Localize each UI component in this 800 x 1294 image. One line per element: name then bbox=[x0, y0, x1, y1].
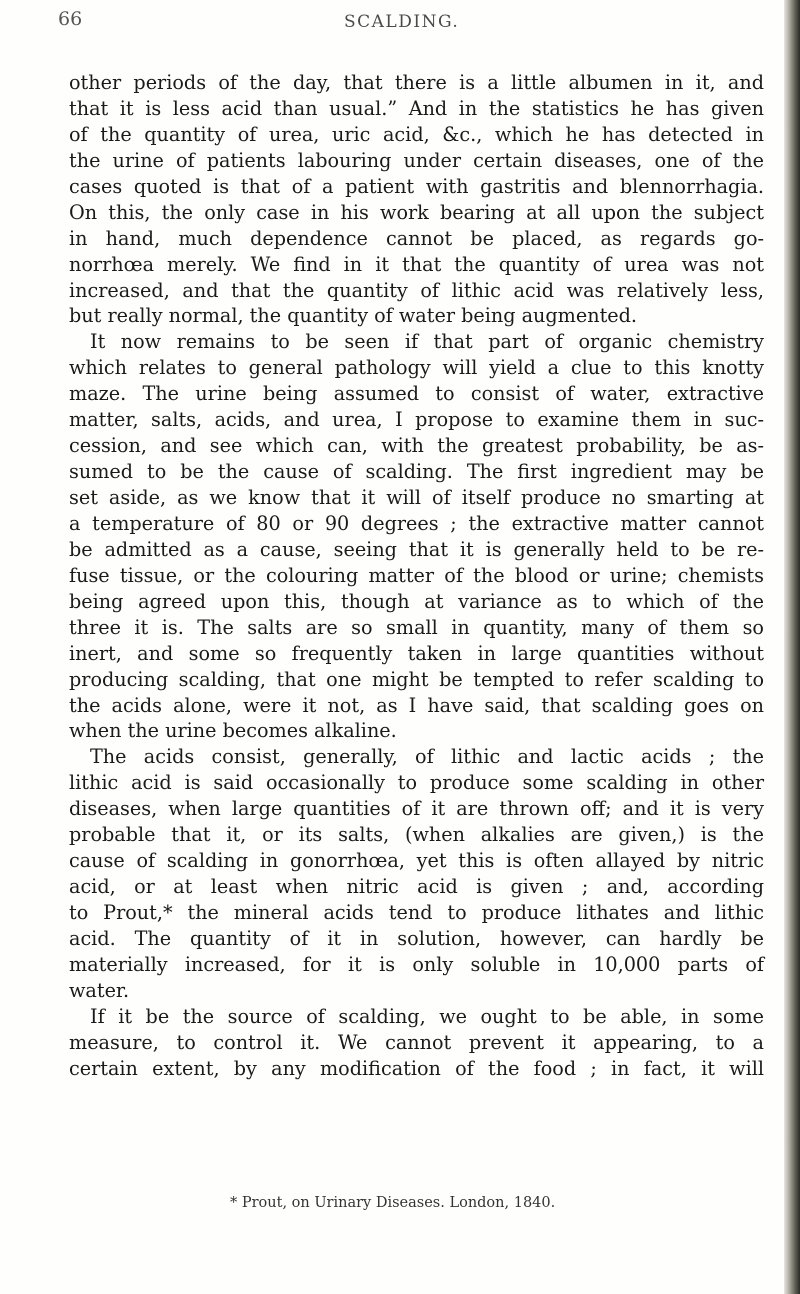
text-line: set aside, as we know that it will of itself produce no smarting at bbox=[69, 486, 764, 509]
text-line: in hand, much dependence cannot be placed, as regards go- bbox=[69, 226, 764, 250]
text-line: the urine of patients labouring under certain diseases, one of the bbox=[69, 148, 764, 172]
page-edge-shadow bbox=[784, 0, 800, 1294]
text-line: cession, and see which can, with the greatest probability, be as- bbox=[69, 434, 764, 458]
body-text bbox=[69, 70, 769, 1082]
text-line: matter, salts, acids, and urea, I propose to examine them in suc- bbox=[69, 408, 764, 432]
text-line: cases quoted is that of a patient with gastritis and blennorrhagia. bbox=[69, 174, 764, 198]
page-header bbox=[58, 8, 758, 38]
text-line: If it be the source of scalding, we ought to be able, in some bbox=[90, 1004, 764, 1028]
text-line: norrhœa merely. We find in it that the quantity of urea was not bbox=[69, 252, 764, 276]
text-line: measure, to control it. We cannot prevent it appearing, to a bbox=[69, 1030, 764, 1054]
text-line: It now remains to be seen if that part of organic chemistry bbox=[90, 330, 764, 354]
text-line: when the urine becomes alkaline. bbox=[69, 719, 397, 743]
text-line: producing scalding, that one might be tempted to refer scalding to bbox=[69, 667, 764, 691]
text-line: certain extent, by any modification of the food ; in fact, it will bbox=[69, 1056, 764, 1080]
running-head: SCALDING. bbox=[344, 12, 460, 32]
text-line: three it is. The salts are so small in quantity, many of them so bbox=[69, 615, 764, 639]
text-line: sumed to be the cause of scalding. The first ingredient may be bbox=[69, 460, 764, 484]
footnote: * Prout, on Urinary Diseases. London, 1840. bbox=[230, 1195, 556, 1211]
text-line: the acids alone, were it not, as I have said, that scalding goes on bbox=[69, 693, 764, 717]
text-line: which relates to general pathology will yield a clue to this knotty bbox=[69, 356, 764, 380]
text-line: being agreed upon this, though at variance as to which of the bbox=[69, 589, 764, 613]
text-line: other periods of the day, that there is a little albumen in it, and bbox=[69, 71, 764, 94]
text-line: increased, and that the quantity of lithic acid was relatively less, bbox=[69, 278, 764, 302]
text-line: water. bbox=[69, 978, 130, 1002]
text-line: that it is less acid than usual.” And in the statistics he has given bbox=[69, 96, 764, 120]
text-line: but really normal, the quantity of water being augmented. bbox=[69, 304, 638, 328]
text-line: On this, the only case in his work bearing at all upon the subject bbox=[69, 200, 764, 224]
text-line: cause of scalding in gonorrhœa, yet this is often allayed by nitric bbox=[69, 849, 764, 873]
text-line: acid. The quantity of it in solution, however, can hardly be bbox=[69, 926, 764, 950]
text-line: maze. The urine being assumed to consist of water, extractive bbox=[69, 382, 764, 406]
text-line: The acids consist, generally, of lithic and lactic acids ; the bbox=[90, 745, 764, 769]
text-line: to Prout,* the mineral acids tend to produce lithates and lithic bbox=[69, 901, 764, 924]
text-line: materially increased, for it is only soluble in 10,000 parts of bbox=[69, 952, 764, 976]
text-line: of the quantity of urea, uric acid, &c., which he has detected in bbox=[69, 122, 764, 146]
text-line: acid, or at least when nitric acid is given ; and, according bbox=[69, 875, 764, 899]
page-number: 66 bbox=[58, 8, 83, 30]
text-line: be admitted as a cause, seeing that it is generally held to be re- bbox=[69, 537, 764, 561]
text-line: lithic acid is said occasionally to produce some scalding in other bbox=[69, 771, 764, 795]
text-line: inert, and some so frequently taken in large quantities without bbox=[69, 641, 764, 665]
text-line: probable that it, or its salts, (when alkalies are given,) is the bbox=[69, 823, 764, 847]
text-line: diseases, when large quantities of it are thrown off; and it is very bbox=[69, 797, 764, 821]
text-line: fuse tissue, or the colouring matter of the blood or urine; chemists bbox=[69, 563, 764, 587]
text-line: a temperature of 80 or 90 degrees ; the extractive matter cannot bbox=[69, 511, 764, 535]
